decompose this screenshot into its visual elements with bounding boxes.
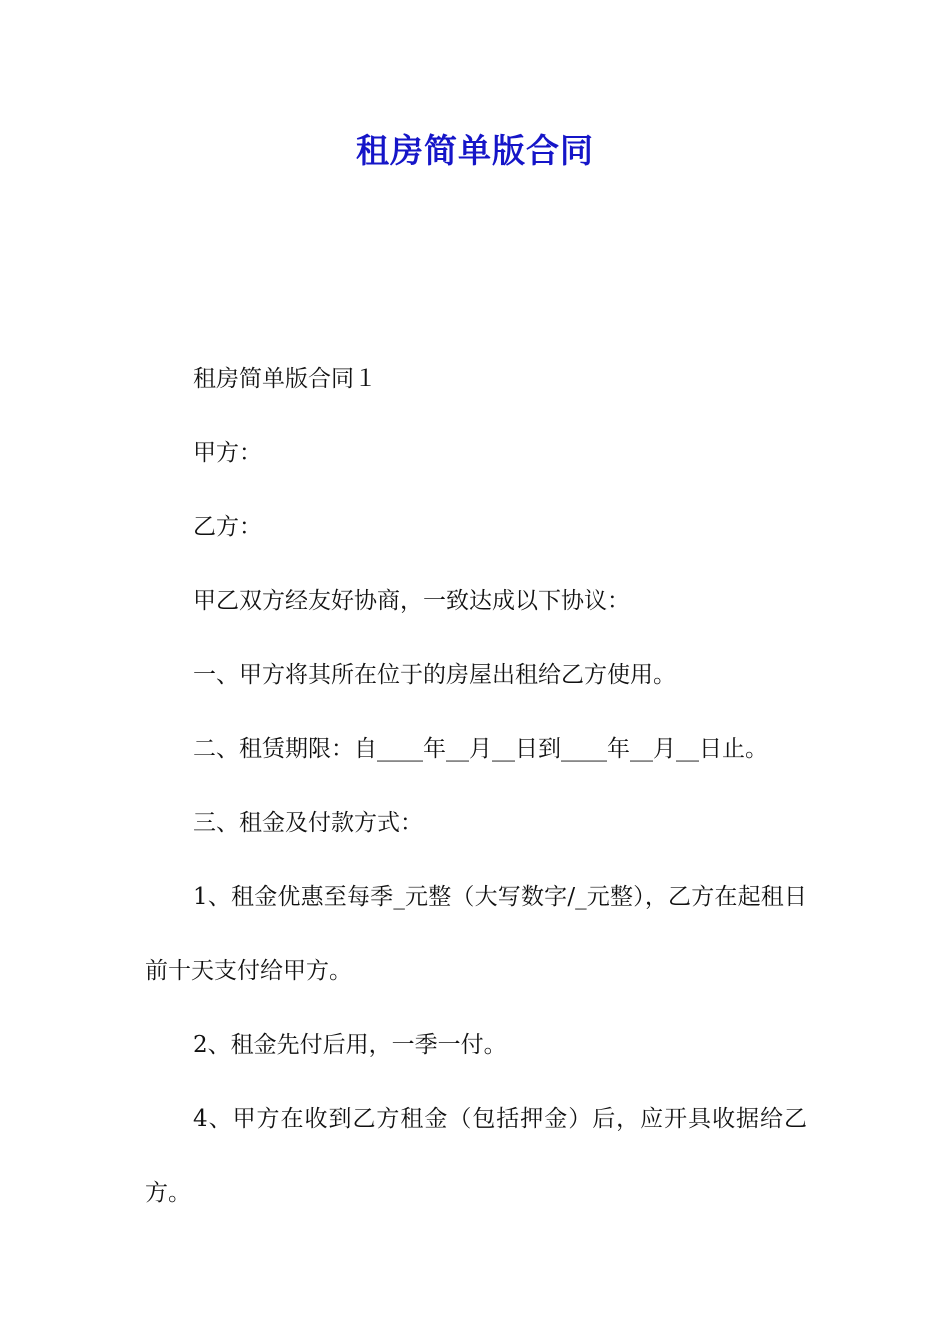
party-a-line: 甲方：: [193, 440, 262, 466]
clause-3-item-1: 1、租金优惠至每季_元整（大写数字/_元整），乙方在起租日前十天支付给甲方。: [145, 884, 807, 984]
contract-subtitle: 租房简单版合同１: [193, 366, 377, 392]
clause-3-item-4: 4、甲方在收到乙方租金（包括押金）后，应开具收据给乙方。: [145, 1106, 807, 1206]
clause-1: 一、甲方将其所在位于的房屋出租给乙方使用。: [193, 662, 676, 688]
clause-3-heading: 三、租金及付款方式：: [193, 810, 423, 836]
clause-2-lease-term: 二、租赁期限：自____年__月__日到____年__月__日止。: [193, 736, 768, 762]
document-body: [145, 342, 807, 1230]
party-b-line: 乙方：: [193, 514, 262, 540]
clause-3-item-2: 2、租金先付后用，一季一付。: [193, 1032, 507, 1058]
document-title: 租房简单版合同: [356, 131, 594, 170]
agreement-intro: 甲乙双方经友好协商，一致达成以下协议：: [193, 588, 630, 614]
